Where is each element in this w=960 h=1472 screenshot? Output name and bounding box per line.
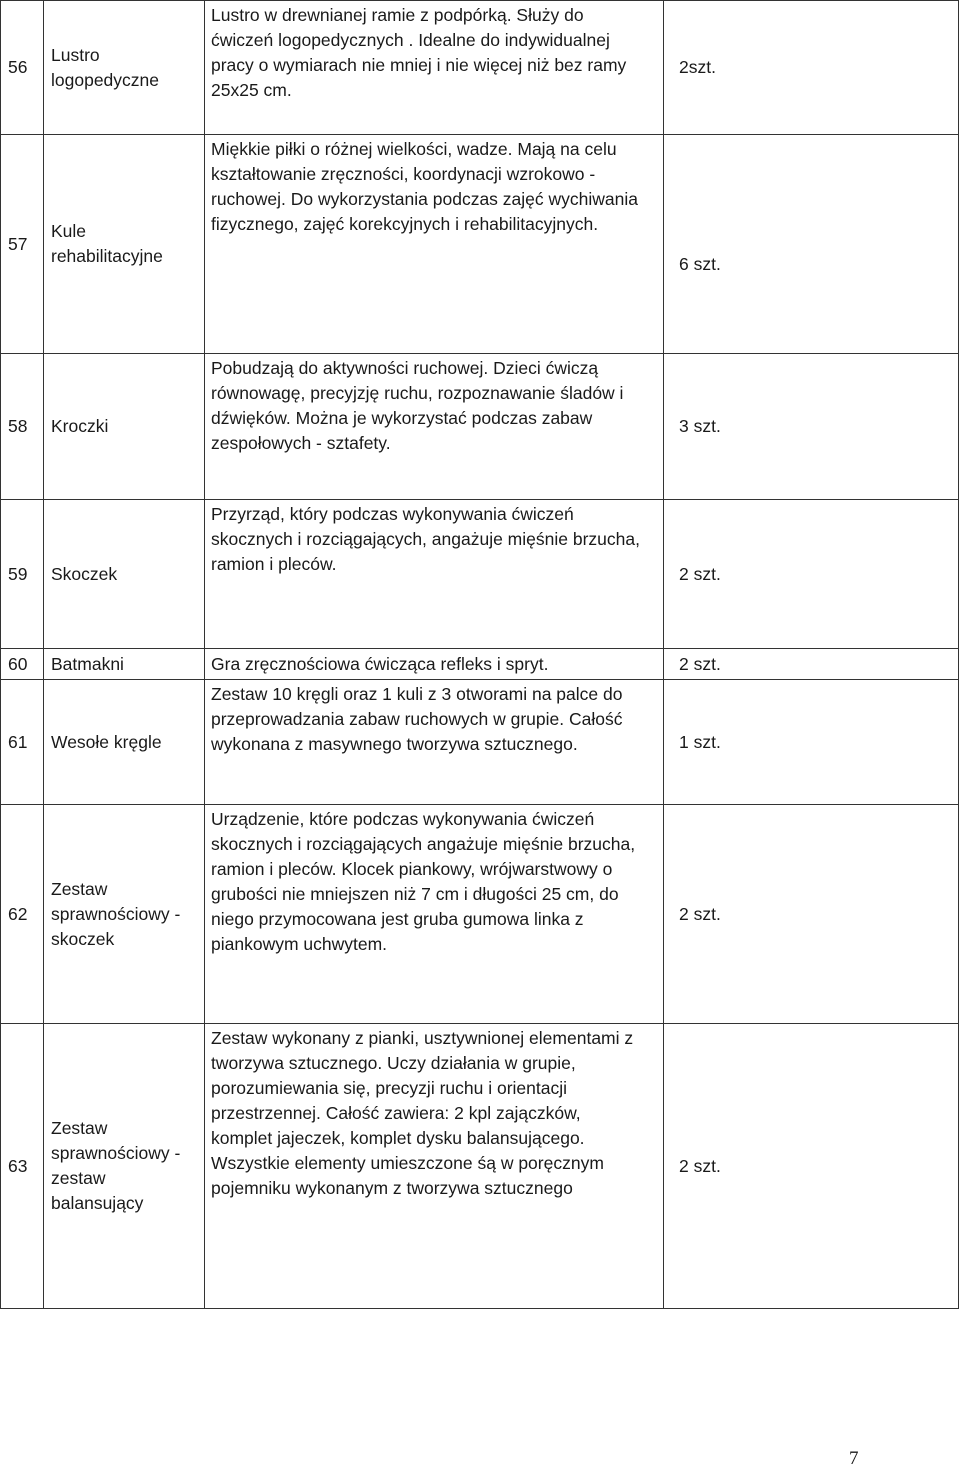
desc-line: ramion i pleców. Klocek piankowy, wrójwarstwowy o: [211, 859, 613, 879]
item-quantity: 2 szt.: [664, 1024, 959, 1309]
item-quantity: 6 szt.: [664, 135, 959, 354]
desc-line: równowagę, precyjzję ruchu, rozpoznawanie śladów i: [211, 383, 624, 403]
name-line: Lustro: [51, 44, 100, 65]
table-row: [1, 1024, 959, 1309]
desc-line: wykonana z masywnego tworzywa sztucznego.: [211, 734, 578, 754]
desc-line: fizycznego, zajęć korekcyjnych i rehabilitacyjnych.: [211, 214, 599, 234]
table-row: [1, 500, 959, 649]
desc-line: przestrzennej. Całość zawiera: 2 kpl zajączków,: [211, 1103, 581, 1123]
item-name: [44, 135, 205, 354]
item-description: [205, 805, 664, 1024]
table-row: [1, 805, 959, 1024]
desc-line: piankowym uchwytem.: [211, 934, 388, 954]
item-name: [44, 680, 205, 805]
item-number: 62: [1, 805, 44, 1024]
item-description: [205, 1024, 664, 1309]
item-quantity: 2szt.: [664, 1, 959, 135]
desc-line: Pobudzają do aktywności ruchowej. Dzieci ćwiczą: [211, 358, 599, 378]
desc-line: Miękkie piłki o różnej wielkości, wadze. Mają na celu: [211, 139, 617, 159]
table-row: [1, 1, 959, 135]
table-row: [1, 354, 959, 500]
desc-line: pojemniku wykonanym z tworzywa sztucznego: [211, 1178, 573, 1198]
desc-line: Wszystkie elementy umieszczone śą w poręcznym: [211, 1153, 604, 1173]
item-description: [205, 1, 664, 135]
item-description: [205, 649, 664, 680]
item-number: 56: [1, 1, 44, 135]
name-line: logopedyczne: [51, 69, 159, 90]
item-number: 58: [1, 354, 44, 500]
name-line: Kule: [51, 221, 87, 241]
item-name: [44, 805, 205, 1024]
name-line: skoczek: [51, 928, 115, 949]
page-number: 7: [849, 1448, 859, 1469]
name-line: Zestaw: [51, 1118, 108, 1138]
desc-line: ruchowej. Do wykorzystania podczas zajęć wychiwania: [211, 189, 638, 209]
desc-line: Gra zręcznościowa ćwicząca refleks i spryt.: [211, 653, 549, 674]
desc-line: skocznych i rozciągających angażuje mięśnie brzucha,: [211, 834, 636, 854]
table-row: [1, 135, 959, 354]
desc-line: kształtowanie zręczności, koordynacji wzrokowo -: [211, 164, 596, 184]
desc-line: Zestaw wykonany z pianki, usztywnionej elementami z: [211, 1028, 634, 1048]
name-line: Batmakni: [51, 653, 124, 674]
name-line: Zestaw: [51, 878, 108, 899]
name-line: Wesołe kręgle: [51, 731, 162, 752]
item-description: [205, 135, 664, 354]
desc-line: grubości nie mniejszen niż 7 cm i długości 25 cm, do: [211, 884, 619, 904]
name-line: Kroczki: [51, 416, 109, 436]
item-description: [205, 500, 664, 649]
desc-line: przeprowadzania zabaw ruchowych w grupie. Całość: [211, 709, 623, 729]
desc-line: porozumiewania się, precyzji ruchu i orientacji: [211, 1078, 567, 1098]
item-name: [44, 354, 205, 500]
item-name: [44, 1024, 205, 1309]
desc-line: ćwiczeń logopedycznych . Idealne do indywidualnej: [211, 30, 610, 50]
name-line: Skoczek: [51, 563, 118, 584]
item-name: [44, 1, 205, 135]
item-number: 60: [1, 649, 44, 680]
desc-line: Lustro w drewnianej ramie z podpórką. Służy do: [211, 5, 584, 25]
item-name: [44, 649, 205, 680]
table-row: [1, 680, 959, 805]
item-quantity: 2 szt.: [664, 649, 959, 680]
table-row: [1, 649, 959, 680]
item-quantity: 3 szt.: [664, 354, 959, 500]
desc-line: Przyrząd, który podczas wykonywania ćwiczeń: [211, 504, 574, 524]
item-number: 61: [1, 680, 44, 805]
name-line: rehabilitacyjne: [51, 246, 163, 266]
item-description: [205, 354, 664, 500]
equipment-table-body: [1, 1, 959, 1309]
item-name: [44, 500, 205, 649]
name-line: balansujący: [51, 1193, 144, 1213]
item-number: 57: [1, 135, 44, 354]
desc-line: niego przymocowana jest gruba gumowa linka z: [211, 909, 584, 929]
item-number: 59: [1, 500, 44, 649]
name-line: sprawnościowy -: [51, 1143, 181, 1163]
desc-line: Zestaw 10 kręgli oraz 1 kuli z 3 otworami na palce do: [211, 684, 623, 704]
desc-line: skocznych i rozciągających, angażuje mięśnie brzucha,: [211, 529, 640, 549]
desc-line: Urządzenie, które podczas wykonywania ćwiczeń: [211, 809, 595, 829]
desc-line: ramion i pleców.: [211, 554, 337, 574]
desc-line: zespołowych - sztafety.: [211, 433, 391, 453]
item-quantity: 2 szt.: [664, 500, 959, 649]
desc-line: pracy o wymiarach nie mniej i nie więcej niż bez ramy: [211, 55, 627, 75]
item-description: [205, 680, 664, 805]
desc-line: 25x25 cm.: [211, 80, 292, 100]
name-line: sprawnościowy -: [51, 903, 181, 924]
item-number: 63: [1, 1024, 44, 1309]
item-quantity: 1 szt.: [664, 680, 959, 805]
desc-line: dźwięków. Można je wykorzystać podczas zabaw: [211, 408, 593, 428]
desc-line: komplet jajeczek, komplet dysku balansującego.: [211, 1128, 585, 1148]
desc-line: tworzywa sztucznego. Uczy działania w grupie,: [211, 1053, 576, 1073]
item-quantity: 2 szt.: [664, 805, 959, 1024]
name-line: zestaw: [51, 1168, 106, 1188]
